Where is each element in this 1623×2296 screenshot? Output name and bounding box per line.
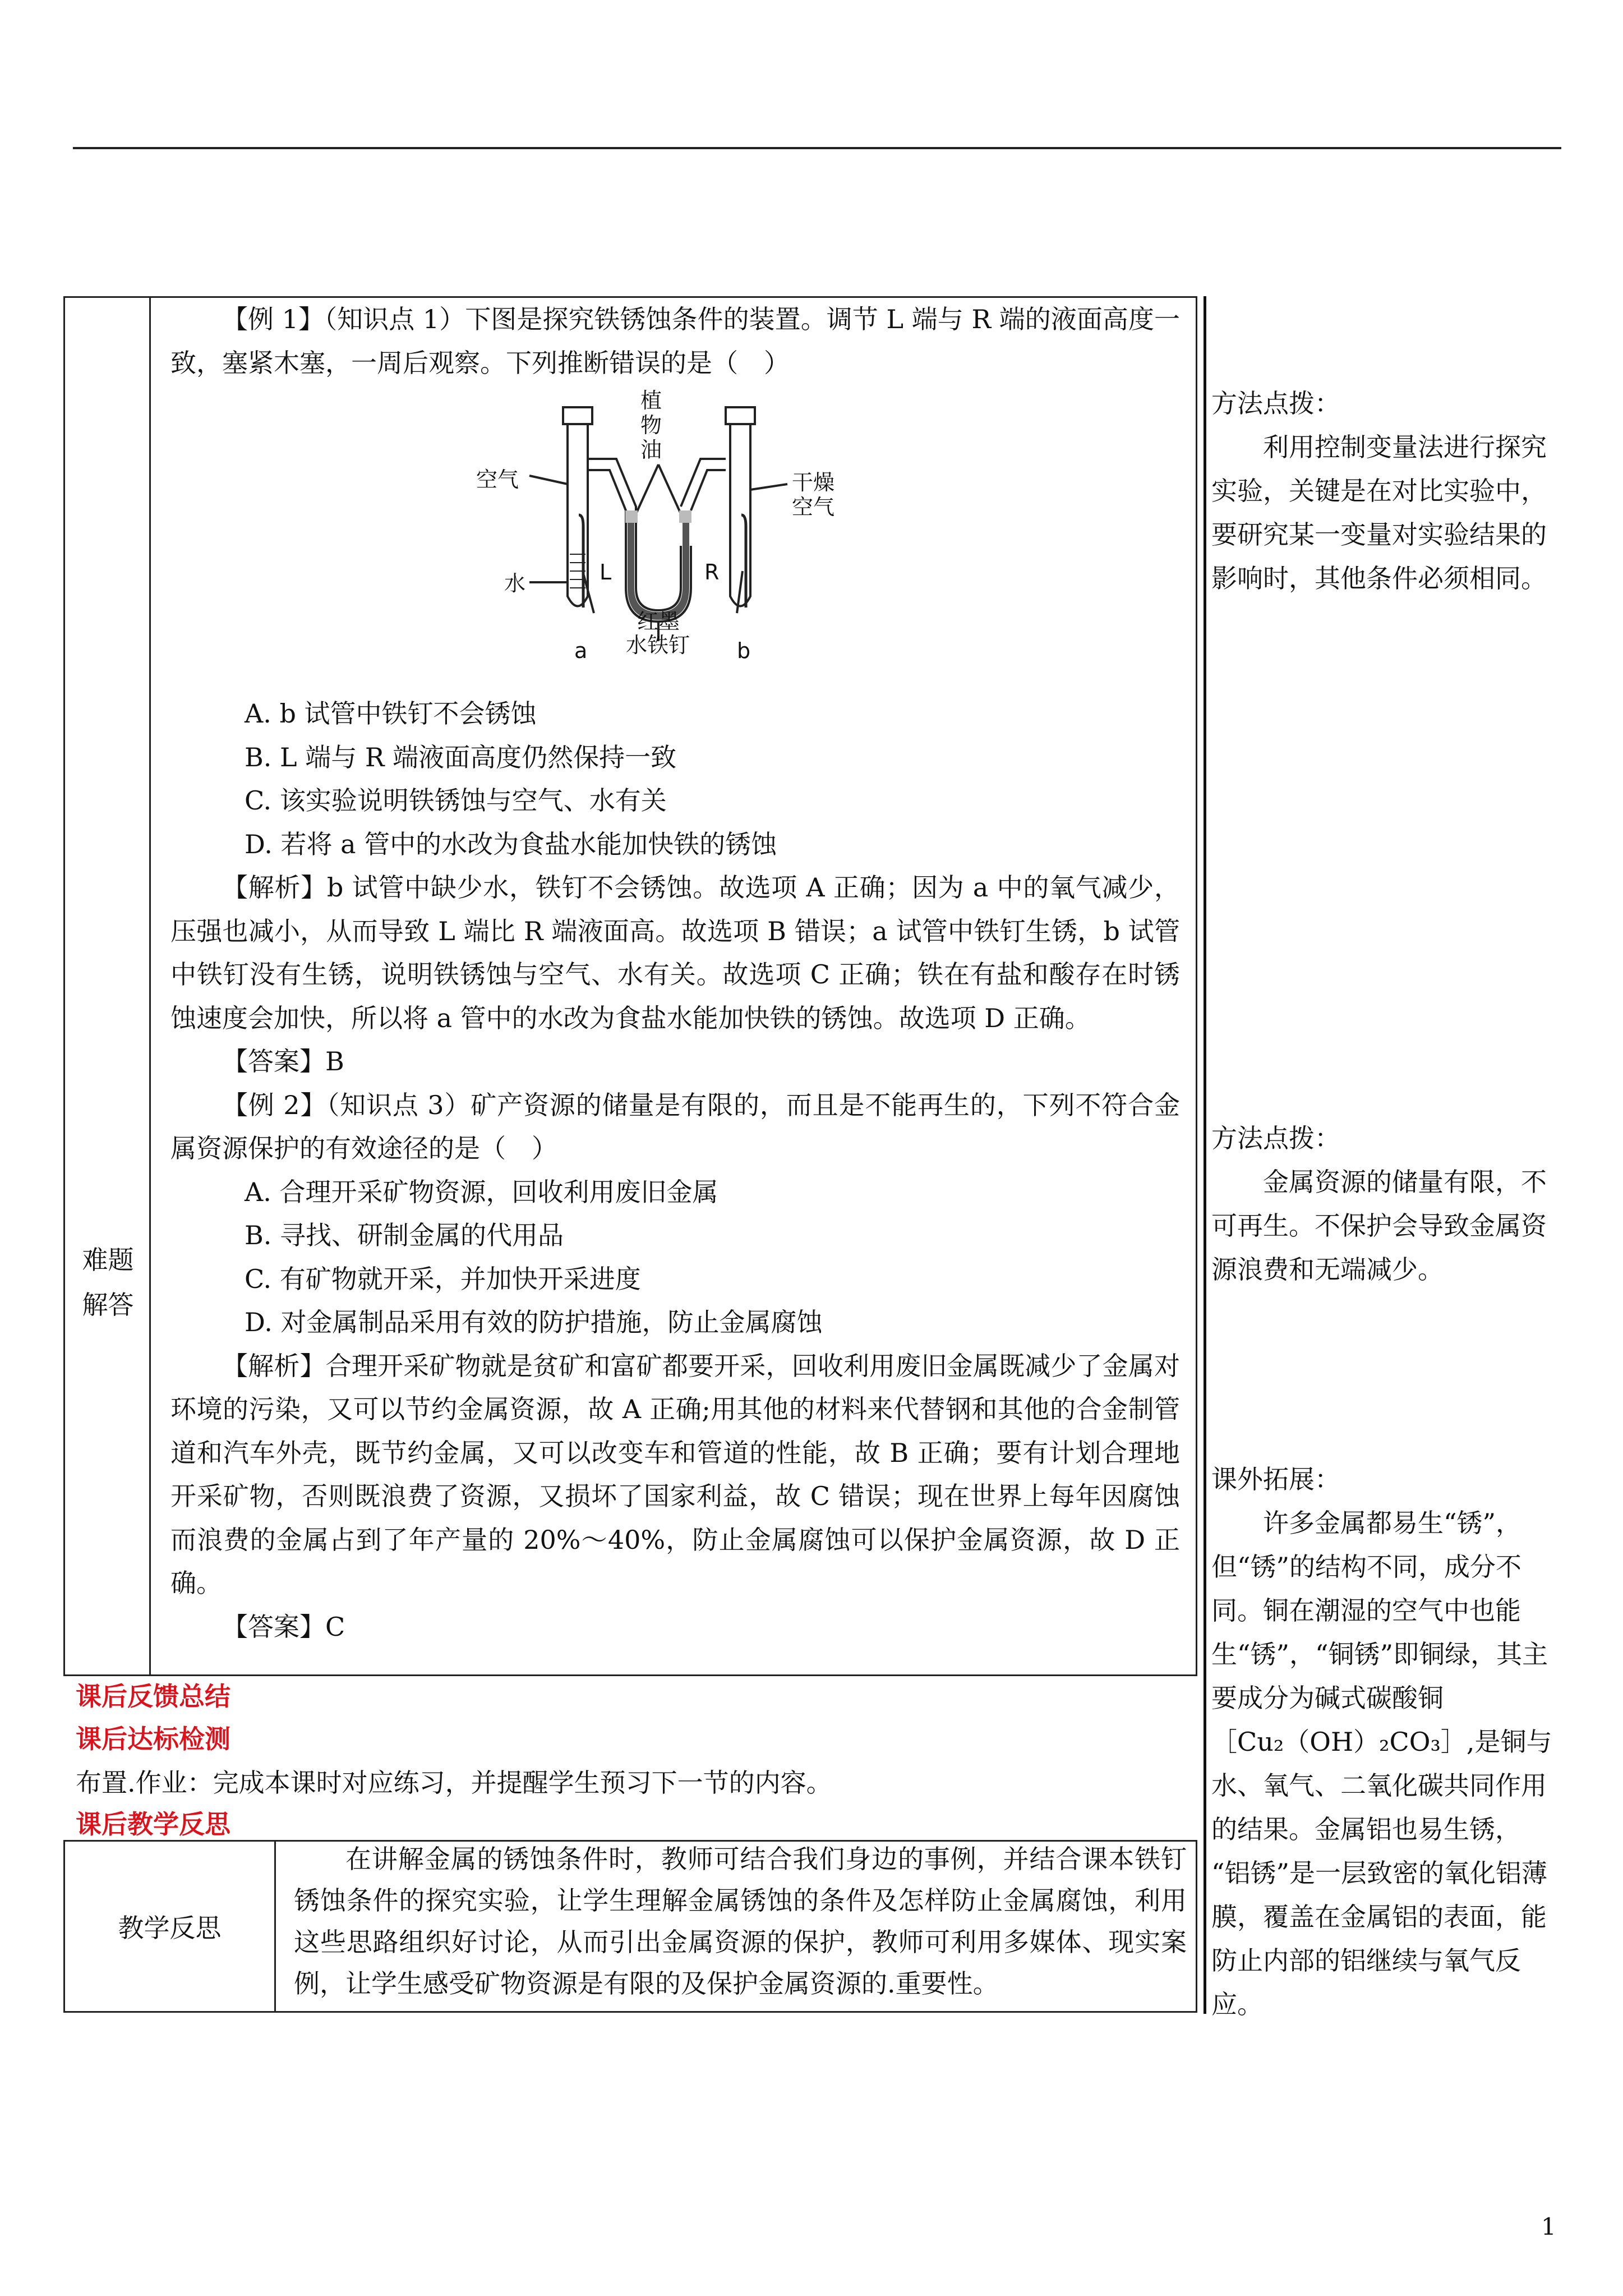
example2-option-b: B. 寻找、研制金属的代用品 <box>245 1220 564 1250</box>
tip2-title: 方法点拨： <box>1211 1123 1340 1153</box>
tip3-formula: ［Cu₂（OH）₂CO₃］,是铜与水、氧气、二氧化碳共同作用的结果。金属铝也易生锈， <box>1211 1727 1552 1844</box>
example2-analysis: 【解析】合理开采矿物就是贫矿和富矿都要开采，回收利用废旧金属既减少了金属对环境的污染，又可以节约金属资源，故 A 正确;用其他的材料来代替钢和其他的合金制管道和汽车外壳，既节约金属，又可以改变车和管道的性能，故 B 正确；要有计划合理地开采矿物，否则既浪费了资源，又损坏了国家利益，故 C 错误；现在世界上每年因腐蚀而浪费的金属占到了年产量的 20%～40%，防止金属腐蚀可以保护金属资源，故 D 正确。 <box>170 1350 1180 1598</box>
page-number: 1 <box>1541 2213 1556 2240</box>
assignment-text: 布置.作业：完成本课时对应练习，并提醒学生预习下一节的内容。 <box>76 1768 832 1798</box>
tip2-body: 金属资源的储量有限，不可再生。不保护会导致金属资源浪费和无端减少。 <box>1211 1167 1547 1285</box>
dry-air-label: 干燥 空气 <box>792 470 835 519</box>
example2-option-d: D. 对金属制品采用有效的防护措施，防止金属腐蚀 <box>245 1307 823 1337</box>
example1-answer: 【答案】B <box>222 1046 344 1076</box>
air-label: 空气 <box>476 467 519 492</box>
section-label: 难题 解答 <box>82 1245 134 1320</box>
example1-option-d: D. 若将 a 管中的水改为食盐水能加快铁的锈蚀 <box>245 829 777 859</box>
example1-option-b: B. L 端与 R 端液面高度仍然保持一致 <box>245 742 677 772</box>
example2-option-c: C. 有矿物就开采，并加快开采进度 <box>245 1263 641 1294</box>
tip3-tail: “铝锈”是一层致密的氧化铝薄膜，覆盖在金属铝的表面，能防止内部的铝继续与氧气反应。 <box>1211 1858 1548 2019</box>
water-nail-label: 水铁钉 <box>626 633 690 657</box>
reflection-label: 教学反思 <box>65 1842 276 2011</box>
reflection-text-cell <box>294 1838 1187 2004</box>
water-label: 水 <box>504 571 526 596</box>
reflection-text: 在讲解金属的锈蚀条件时，教师可结合我们身边的事例，并结合课本铁钉锈蚀条件的探究实验，让学生理解金属锈蚀的条件及怎样防止金属腐蚀，利用这些思路组织好讨论，从而引出金属资源的保护，教师可利用多媒体、现实案例，让学生感受矿物资源是有限的及保护金属资源的.重要性。 <box>294 1844 1187 1999</box>
heading-reflection: 课后教学反思 <box>76 1809 230 1839</box>
example1-option-a: A. b 试管中铁钉不会锈蚀 <box>245 698 537 729</box>
oil-label: 植 物 油 <box>640 388 662 462</box>
L-label: L <box>600 560 612 585</box>
sidebar-divider <box>1204 296 1206 2014</box>
section-label-cell <box>65 298 151 1674</box>
heading-feedback: 课后反馈总结 <box>76 1681 230 1711</box>
sidebar-tip-1 <box>1211 381 1570 600</box>
heading-check: 课后达标检测 <box>76 1724 230 1754</box>
example1-option-c: C. 该实验说明铁锈蚀与空气、水有关 <box>245 785 667 816</box>
tip3-title: 课外拓展： <box>1211 1464 1340 1494</box>
reflection-table <box>63 1840 1197 2013</box>
example2-answer: 【答案】C <box>222 1611 345 1642</box>
example-table <box>63 296 1197 1676</box>
tip1-title: 方法点拨： <box>1211 388 1340 418</box>
example1-analysis: 【解析】b 试管中缺少水，铁钉不会锈蚀。故选项 A 正确；因为 a 中的氧气减少，压强也减小，从而导致 L 端比 R 端液面高。故选项 B 错误；a 试管中铁钉生锈，b 试管中铁钉没有生锈，说明铁锈蚀与空气、水有关。故选项 C 正确；铁在有盐和酸存在时锈蚀速度会加快，所以将 a 管中的水改为食盐水能加快铁的锈蚀。故选项 D 正确。 <box>170 872 1180 1033</box>
header-rule <box>73 147 1561 149</box>
R-label: R <box>704 560 720 585</box>
rust-experiment-figure <box>473 386 877 689</box>
example2-title: 【例 2】（知识点 3）矿产资源的储量是有限的，而且是不能再生的，下列不符合金属资源保护的有效途径的是（ ） <box>170 1089 1180 1163</box>
tip3-body: 许多金属都易生“锈”，但“锈”的结构不同，成分不同。铜在潮湿的空气中也能生“锈”，“铜锈”即铜绿，其主要成分为碱式碳酸铜 <box>1211 1508 1548 1713</box>
sidebar-extension <box>1211 1457 1570 2026</box>
examples-content <box>170 298 1180 1649</box>
sidebar-tip-2 <box>1211 1116 1570 1291</box>
tube-b-label: b <box>737 638 751 663</box>
red-ink-label: 红墨 <box>637 609 680 634</box>
example1-title: 【例 1】（知识点 1）下图是探究铁锈蚀条件的装置。调节 L 端与 R 端的液面高度一致，塞紧木塞，一周后观察。下列推断错误的是（ ） <box>170 304 1180 378</box>
tip1-body: 利用控制变量法进行探究实验，关键是在对比实验中，要研究某一变量对实验结果的影响时，其他条件必须相同。 <box>1211 432 1547 593</box>
example2-option-a: A. 合理开采矿物资源，回收利用废旧金属 <box>245 1176 718 1207</box>
tube-a-label: a <box>574 638 588 663</box>
